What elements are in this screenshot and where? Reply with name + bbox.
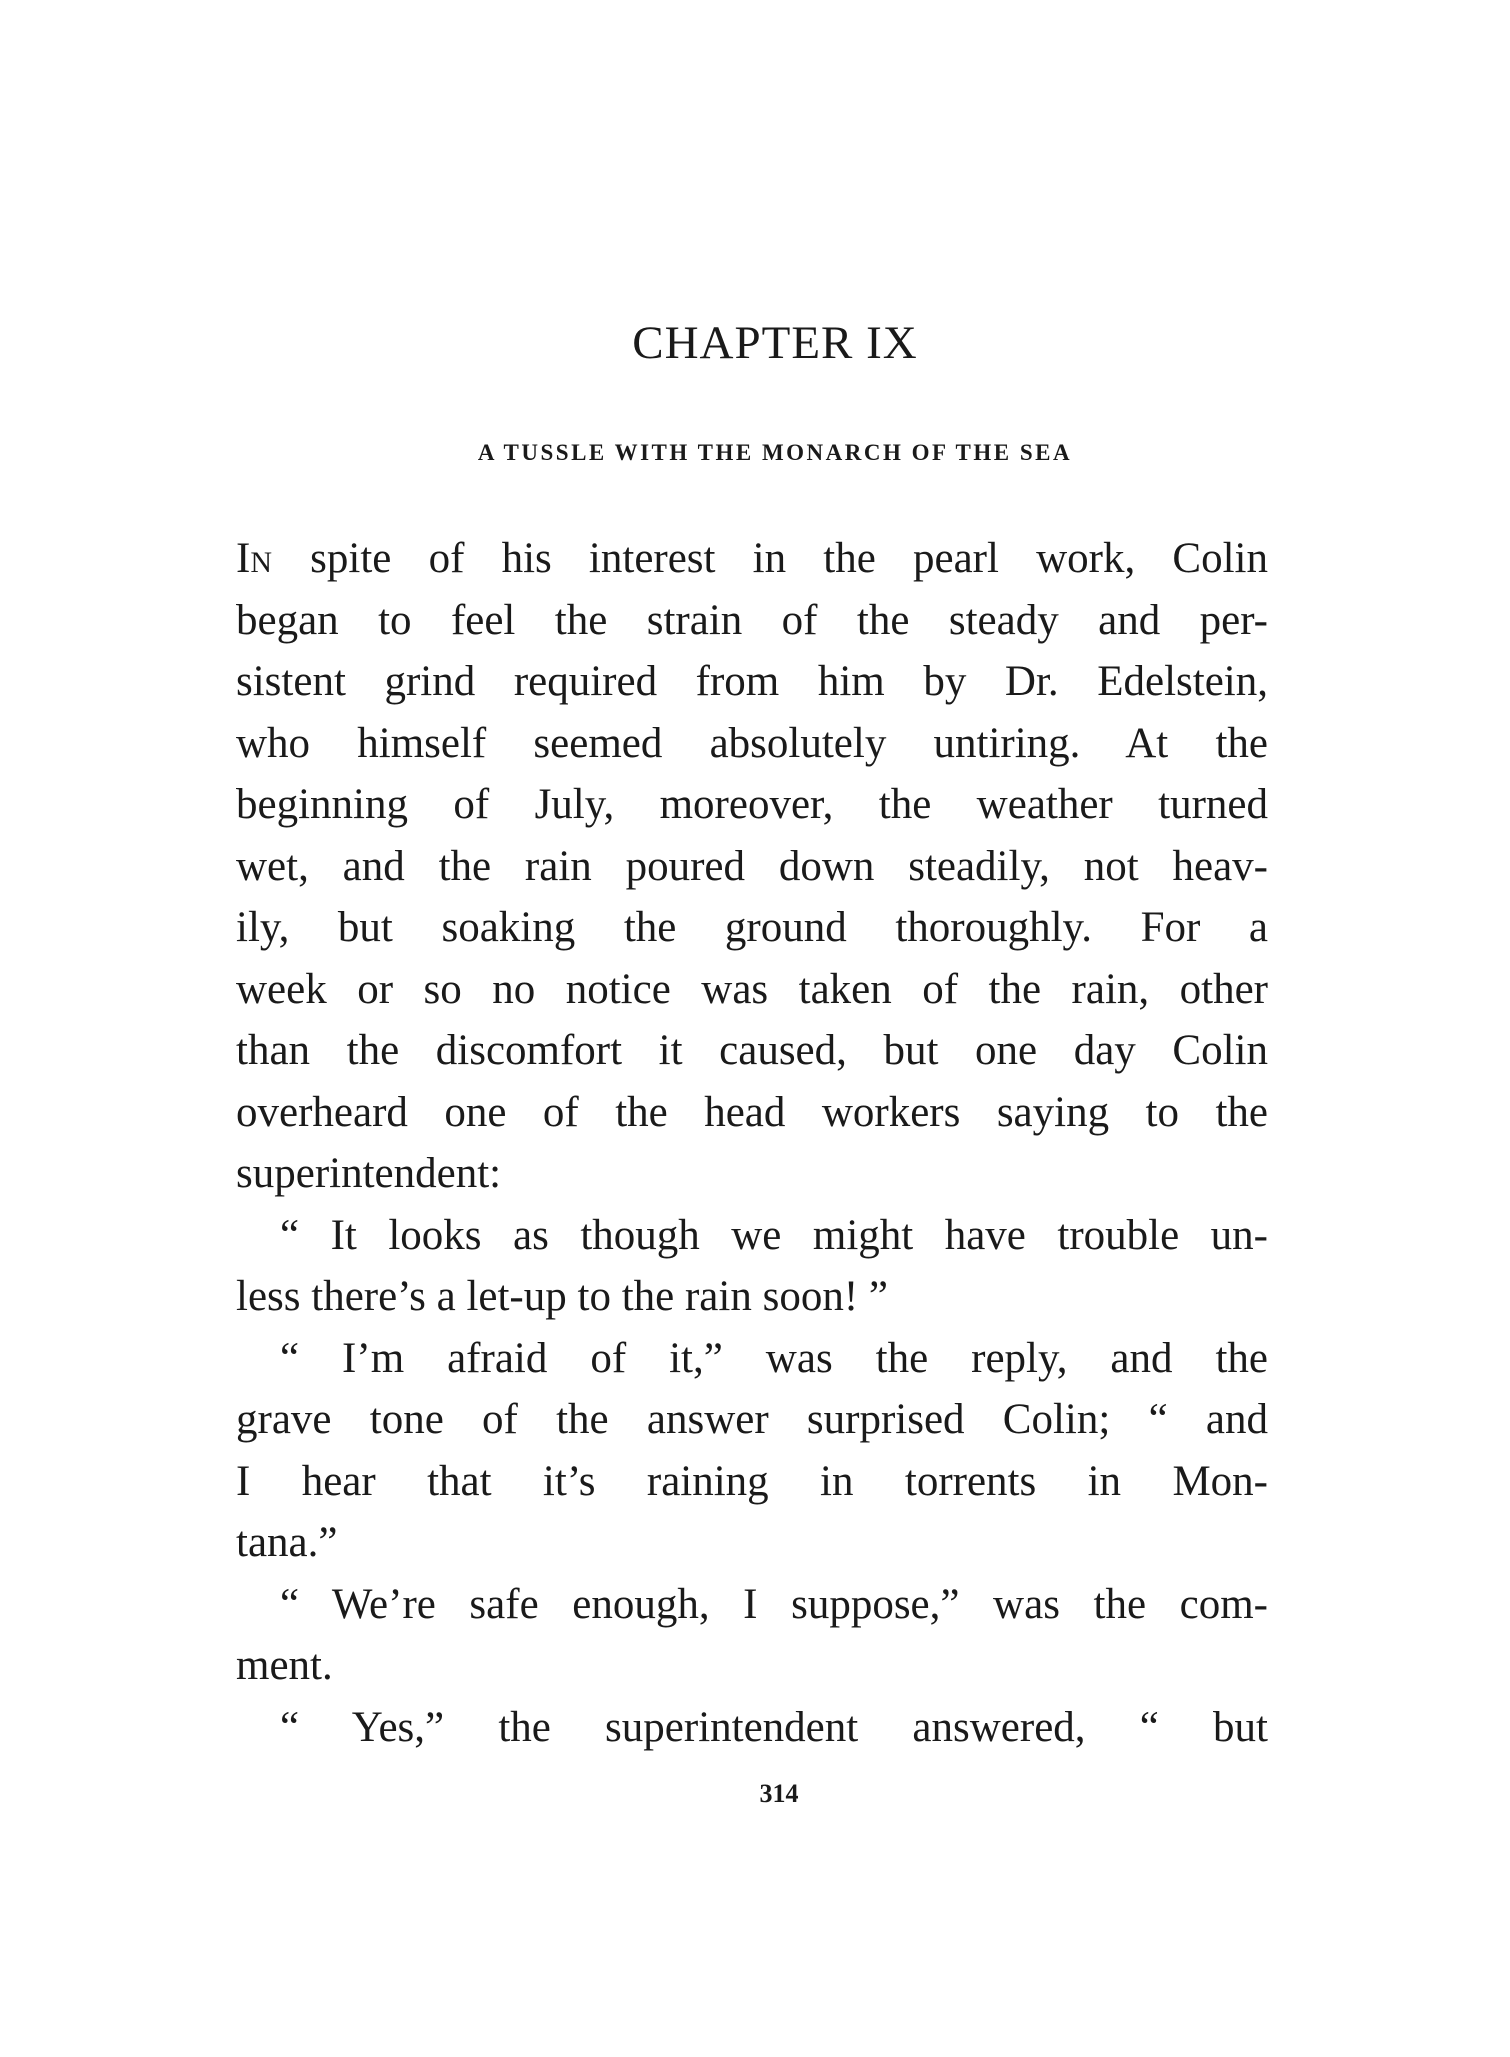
- text-line: ily, but soaking the ground thoroughly. For a: [236, 904, 1268, 951]
- text-line: sistent grind required from him by Dr. Edelstein,: [236, 658, 1268, 705]
- chapter-heading: CHAPTER IX: [632, 317, 918, 369]
- text-line: superintendent:: [236, 1150, 502, 1197]
- body-text: [236, 528, 1268, 1758]
- chapter-subtitle: A TUSSLE WITH THE MONARCH OF THE SEA: [477, 440, 1073, 465]
- text-line: grave tone of the answer surprised Colin; “ and: [236, 1396, 1268, 1443]
- text-line: tana.”: [236, 1519, 338, 1566]
- initial-capital: IN: [236, 535, 273, 582]
- text-line: “ Yes,” the superintendent answered, “ but: [280, 1703, 1268, 1751]
- text-line: less there’s a let-up to the rain soon! ”: [236, 1273, 888, 1320]
- text-line-1: IN spite of his interest in the pearl work, Colin: [236, 535, 1268, 582]
- text-line: overheard one of the head workers saying to the: [236, 1088, 1268, 1136]
- text-line: wet, and the rain poured down steadily, not heav-: [236, 842, 1268, 890]
- text-line: I hear that it’s raining in torrents in Mon-: [236, 1457, 1268, 1505]
- text-line: beginning of July, moreover, the weather turned: [236, 781, 1268, 828]
- text-line: than the discomfort it caused, but one day Colin: [236, 1027, 1268, 1074]
- text-line: who himself seemed absolutely untiring. At the: [236, 719, 1268, 767]
- page-number: 314: [759, 1779, 799, 1808]
- text-line: “ I’m afraid of it,” was the reply, and the: [280, 1334, 1268, 1382]
- text-line: week or so no notice was taken of the rain, other: [236, 965, 1268, 1013]
- text-line: ment.: [236, 1642, 333, 1689]
- text-line: “ It looks as though we might have trouble un-: [280, 1211, 1268, 1259]
- text-line: “ We’re safe enough, I suppose,” was the com-: [280, 1580, 1268, 1628]
- text-line: began to feel the strain of the steady and per-: [236, 596, 1268, 644]
